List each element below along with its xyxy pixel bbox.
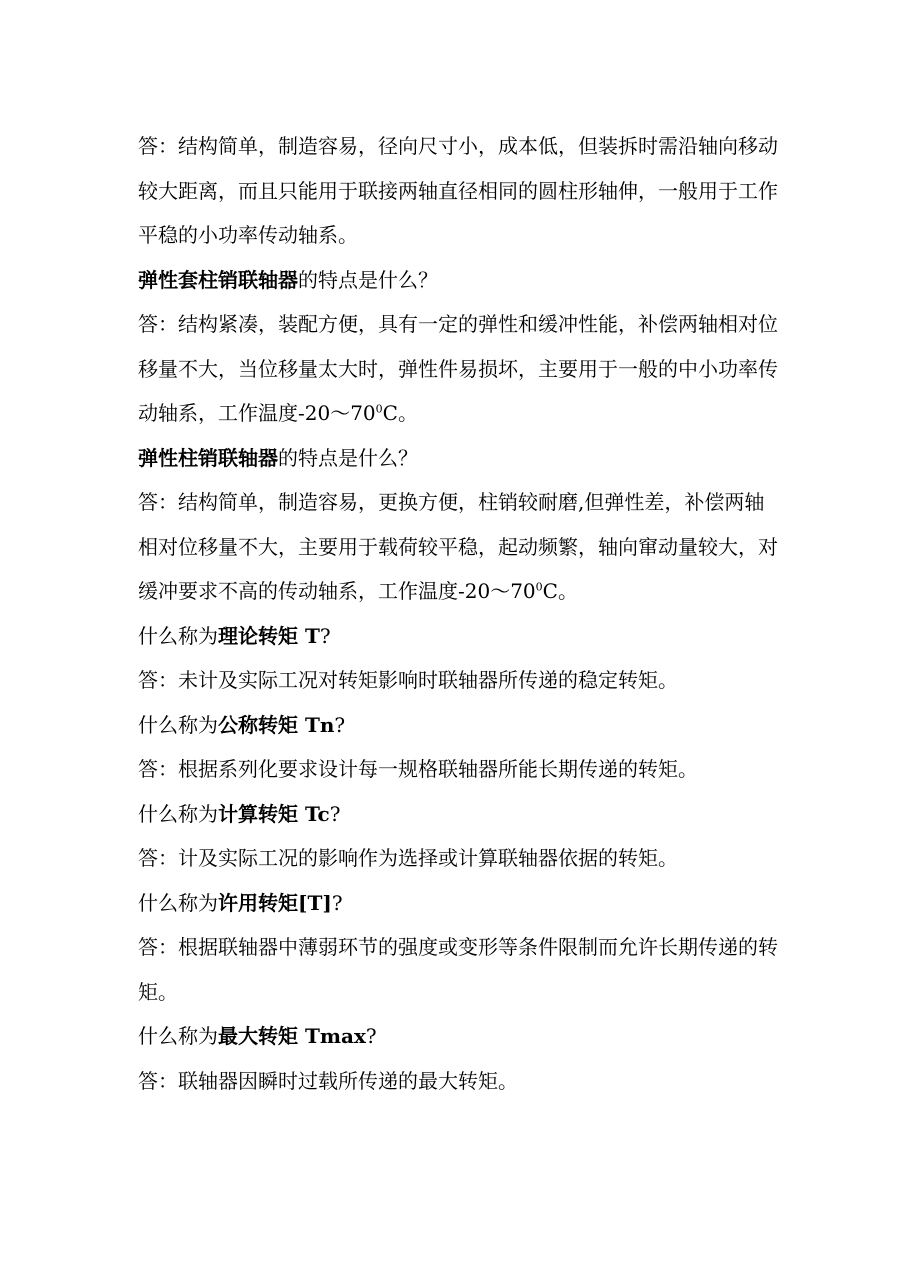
question-suffix: ? [331, 890, 343, 915]
question-term: 理论转矩 T [218, 623, 320, 648]
question-term: 许用转矩[T] [218, 890, 332, 915]
question-suffix: ? [329, 801, 341, 826]
answer-paragraph-2 [138, 302, 778, 436]
answer-text-end: C。 [542, 579, 578, 603]
question-paragraph-5 [138, 703, 778, 748]
answer-paragraph-8: 答：联轴器因瞬时过载所传递的最大转矩。 [138, 1068, 518, 1093]
question-term: 计算转矩 Tc [218, 801, 330, 826]
question-term: 弹性套柱销联轴器 [138, 267, 298, 292]
answer-paragraph-5: 答：根据系列化要求设计每一规格联轴器所能长期传递的转矩。 [138, 757, 698, 781]
answer-paragraph-6: 答：计及实际工况的影响作为选择或计算联轴器依据的转矩。 [138, 846, 678, 870]
degree-superscript: 0 [375, 402, 383, 416]
question-prefix: 什么称为 [138, 1024, 218, 1048]
question-text: 的特点是什么？ [298, 267, 438, 292]
answer-paragraph-3 [138, 480, 778, 614]
question-term: 最大转矩 Tmax [218, 1024, 366, 1048]
question-prefix: 什么称为 [138, 623, 218, 648]
question-paragraph-7 [138, 881, 778, 926]
question-prefix: 什么称为 [138, 712, 218, 737]
answer-paragraph-7: 答：根据联轴器中薄弱环节的强度或变形等条件限制而允许长期传递的转矩。 [138, 935, 778, 1004]
answer-text: 答：结构简单，制造容易，更换方便，柱销较耐磨,但弹性差，补偿两轴相对位移量不大，主要用于载荷较平稳，起动频繁，轴向窜动量较大，对缓冲要求不高的传动轴系，工作温度-20～70 [138, 490, 778, 603]
degree-superscript: 0 [535, 580, 543, 594]
answer-text: 答：结构紧凑，装配方便，具有一定的弹性和缓冲性能，补偿两轴相对位移量不大，当位移量太大时，弹性件易损坏，主要用于一般的中小功率传动轴系，工作温度-20～70 [138, 312, 778, 425]
question-prefix: 什么称为 [138, 801, 218, 826]
question-suffix: ? [319, 623, 331, 648]
question-prefix: 什么称为 [138, 890, 218, 915]
question-paragraph-2 [138, 258, 778, 303]
document-page [138, 124, 778, 1103]
question-term: 弹性柱销联轴器 [138, 445, 278, 470]
question-paragraph-6 [138, 792, 778, 837]
question-text: 的特点是什么？ [278, 445, 418, 470]
answer-paragraph-4: 答：未计及实际工况对转矩影响时联轴器所传递的稳定转矩。 [138, 668, 678, 692]
question-term: 公称转矩 Tn [218, 712, 335, 737]
question-suffix: ? [365, 1024, 377, 1048]
question-paragraph-3 [138, 436, 778, 481]
answer-text-end: C。 [382, 401, 418, 425]
answer-paragraph-1: 答：结构简单，制造容易，径向尺寸小，成本低，但装拆时需沿轴向移动较大距离，而且只能用于联接两轴直径相同的圆柱形轴伸，一般用于工作平稳的小功率传动轴系。 [138, 134, 778, 247]
question-paragraph-4 [138, 614, 778, 659]
question-paragraph-8 [138, 1014, 778, 1059]
question-suffix: ? [334, 712, 346, 737]
